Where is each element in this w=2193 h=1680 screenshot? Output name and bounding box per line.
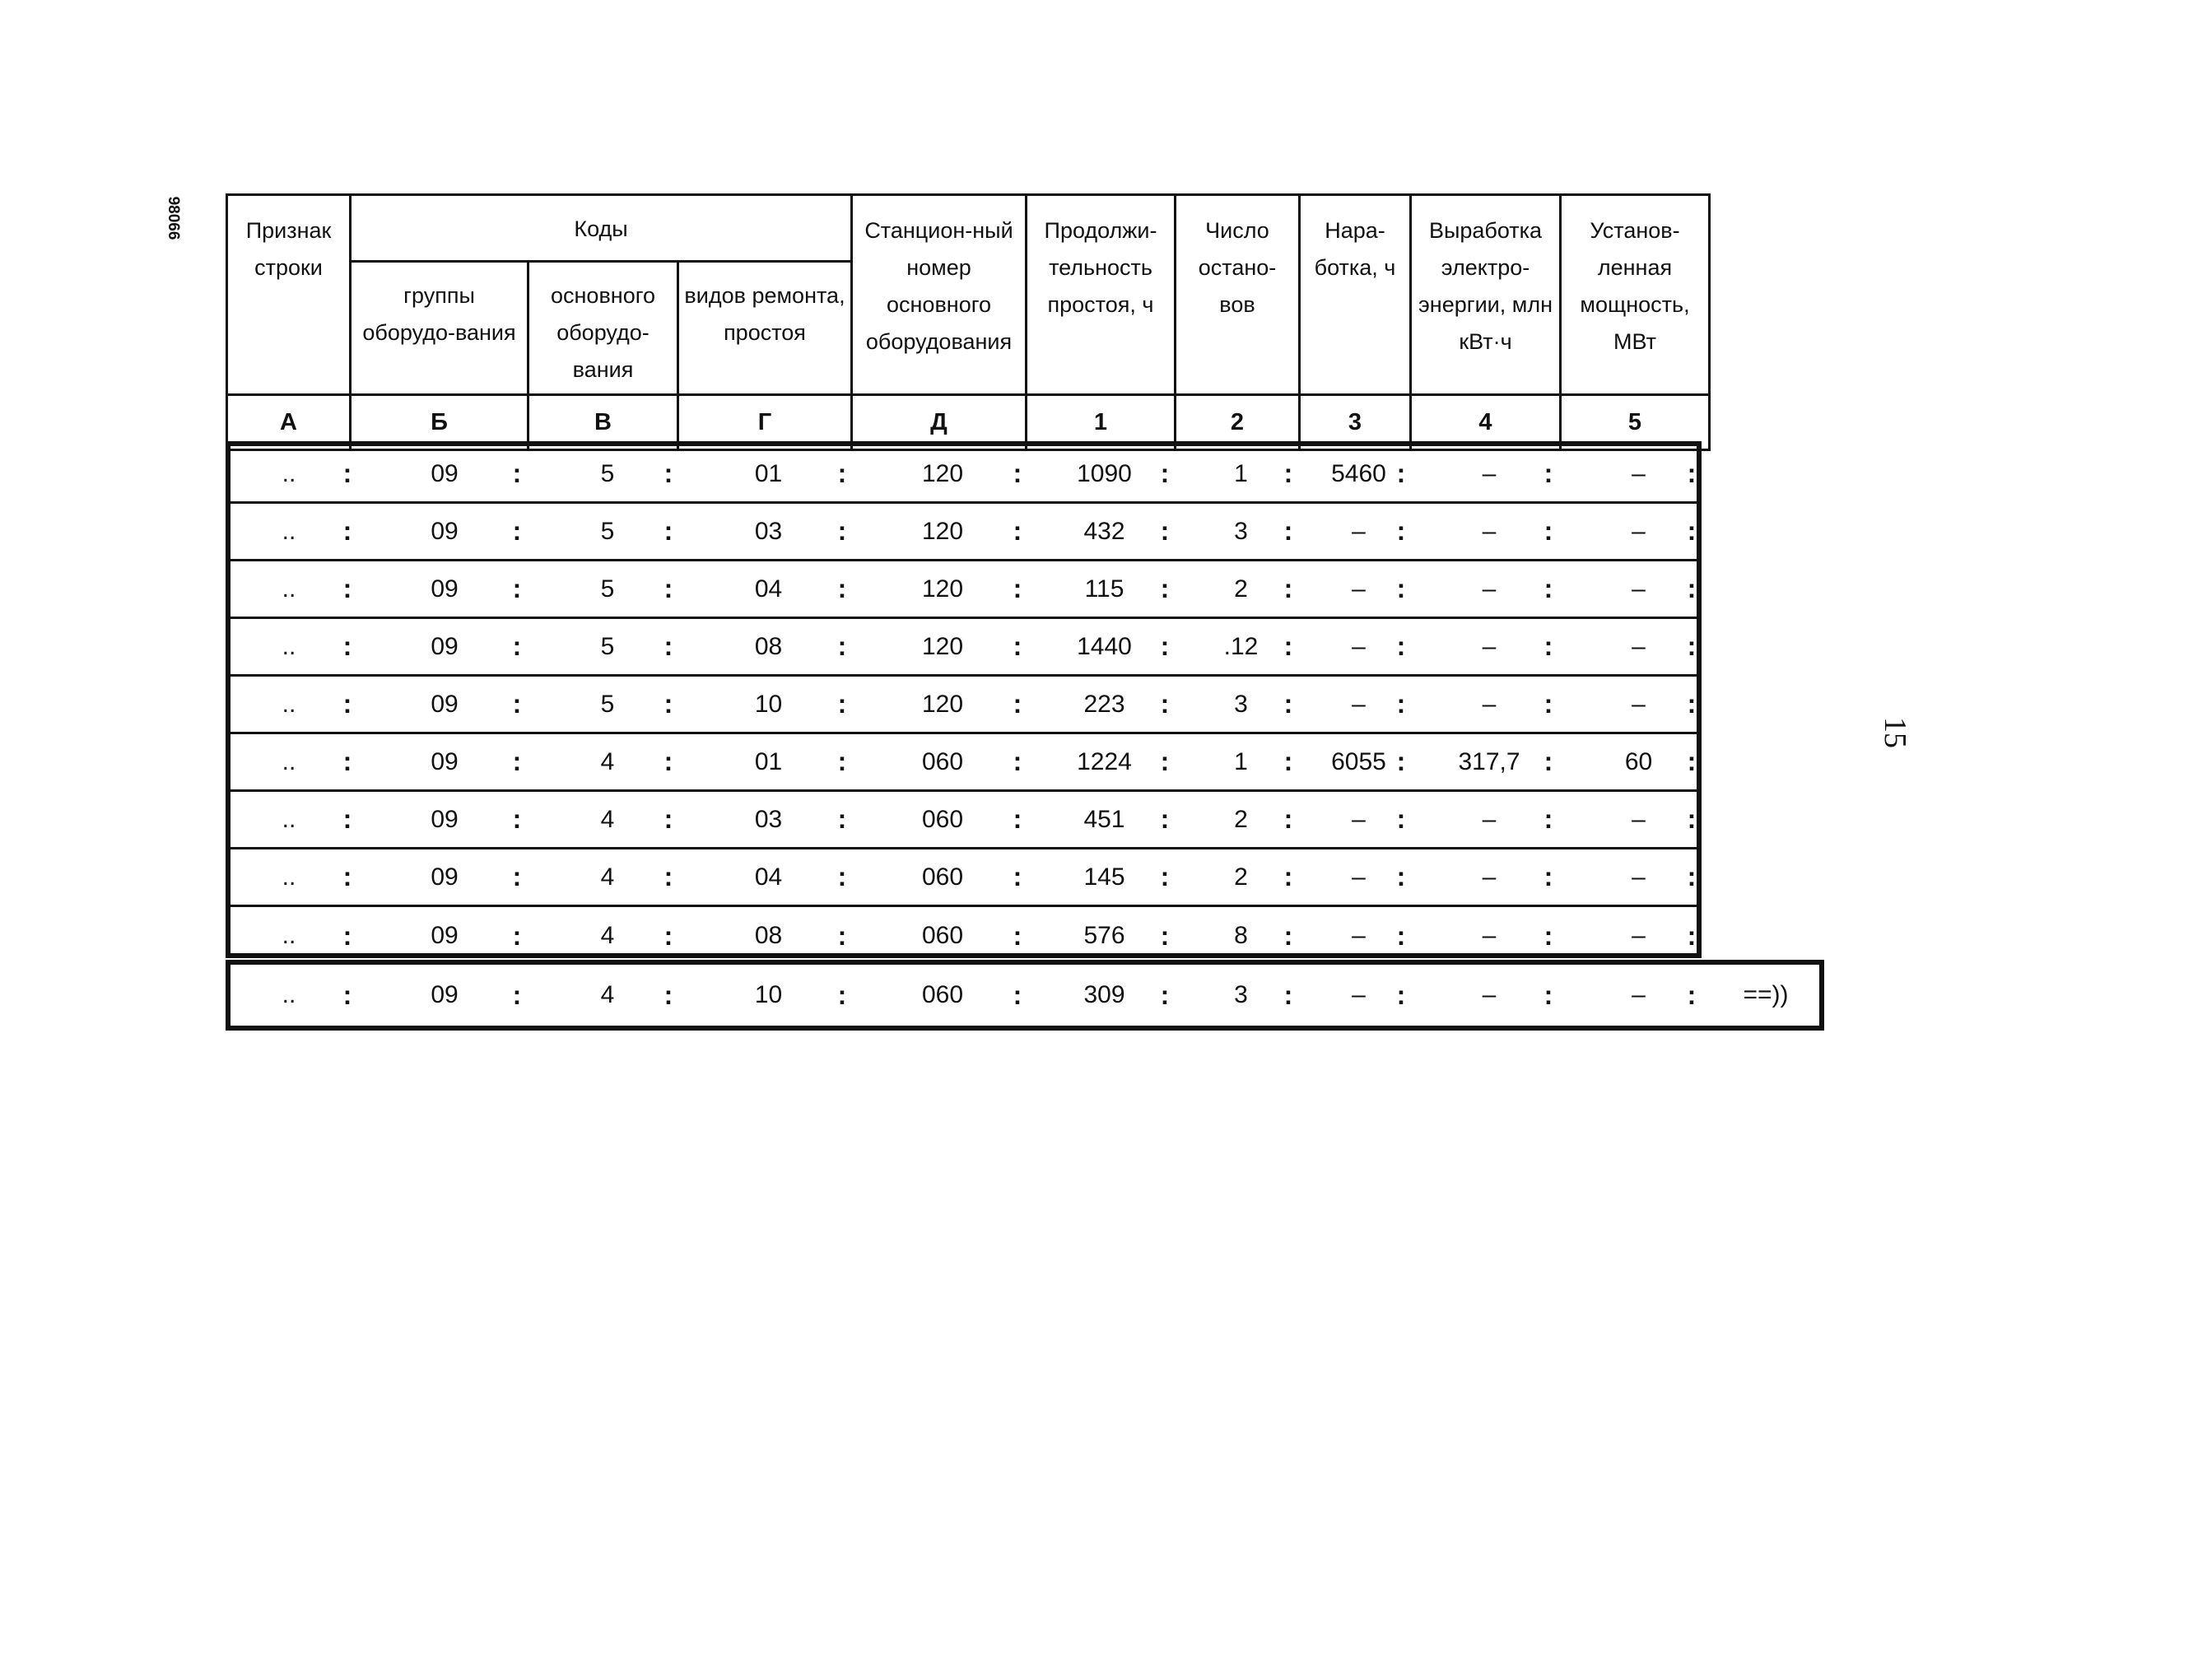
- table-row: [230, 849, 1697, 907]
- field-separator: :: [1396, 631, 1406, 661]
- field-separator: :: [342, 920, 352, 951]
- field-separator: :: [1687, 516, 1697, 546]
- field-separator: :: [663, 574, 673, 603]
- runtime-cell: –: [1352, 517, 1366, 545]
- energy-cell: –: [1482, 459, 1497, 487]
- field-separator: :: [512, 920, 522, 951]
- main-code-cell: 4: [600, 805, 615, 833]
- row-sign-cell: ..: [282, 575, 296, 603]
- field-separator: :: [342, 980, 352, 1010]
- field-separator: :: [1687, 689, 1697, 719]
- row-sign-cell: ..: [282, 747, 296, 775]
- field-separator: :: [663, 862, 673, 891]
- repair-code-cell: 10: [754, 690, 783, 718]
- margin-code: 98066: [165, 196, 182, 240]
- stops-cell: 1: [1234, 459, 1248, 487]
- stops-cell: 8: [1234, 922, 1248, 949]
- field-separator: :: [512, 689, 522, 719]
- field-separator: :: [1160, 747, 1170, 776]
- field-separator: :: [1543, 516, 1553, 546]
- field-separator: :: [1396, 862, 1406, 891]
- table-row: [230, 677, 1697, 734]
- runtime-cell: –: [1352, 575, 1366, 603]
- field-separator: :: [1687, 631, 1697, 661]
- power-cell: –: [1632, 632, 1646, 660]
- field-separator: :: [1160, 804, 1170, 834]
- field-separator: :: [1396, 920, 1406, 951]
- stops-cell: .12: [1223, 632, 1259, 660]
- field-separator: :: [1396, 804, 1406, 834]
- repair-code-cell: 01: [754, 459, 783, 487]
- table-row: [230, 792, 1697, 849]
- station-number-cell: 120: [921, 690, 964, 718]
- runtime-cell: –: [1352, 632, 1366, 660]
- header-letter: 1: [1027, 395, 1176, 450]
- field-separator: :: [1687, 920, 1697, 951]
- field-separator: :: [1687, 804, 1697, 834]
- field-separator: :: [837, 574, 847, 603]
- header-letter: Г: [678, 395, 852, 450]
- field-separator: :: [1283, 631, 1293, 661]
- stops-cell: 3: [1234, 690, 1248, 718]
- field-separator: :: [1283, 862, 1293, 891]
- field-separator: :: [1543, 804, 1553, 834]
- table-header: [226, 193, 1711, 451]
- main-code-cell: 4: [600, 863, 615, 891]
- field-separator: :: [1283, 747, 1293, 776]
- energy-cell: 317,7: [1458, 747, 1520, 775]
- power-cell: –: [1632, 981, 1646, 1008]
- row-sign-cell: ..: [282, 805, 296, 833]
- stops-cell: 2: [1234, 863, 1248, 891]
- runtime-cell: –: [1352, 922, 1366, 949]
- power-cell: –: [1632, 575, 1646, 603]
- runtime-cell: 5460: [1331, 459, 1386, 487]
- station-number-cell: 120: [921, 459, 964, 487]
- field-separator: :: [512, 458, 522, 488]
- field-separator: :: [342, 516, 352, 546]
- header-runtime: Нара-ботка, ч: [1300, 195, 1411, 395]
- duration-cell: 1440: [1077, 632, 1132, 660]
- field-separator: :: [1013, 804, 1022, 834]
- field-separator: :: [663, 516, 673, 546]
- group-code-cell: 09: [431, 922, 459, 949]
- field-separator: :: [1160, 574, 1170, 603]
- field-separator: :: [1543, 920, 1553, 951]
- field-separator: :: [1283, 458, 1293, 488]
- field-separator: :: [1687, 574, 1697, 603]
- field-separator: :: [342, 862, 352, 891]
- main-code-cell: 5: [600, 690, 615, 718]
- duration-cell: 145: [1083, 863, 1125, 891]
- main-code-cell: 5: [600, 459, 615, 487]
- station-number-cell: 060: [921, 922, 964, 949]
- table-row: [230, 907, 1697, 965]
- header-letter: Д: [852, 395, 1027, 450]
- field-separator: :: [663, 804, 673, 834]
- field-separator: :: [1396, 747, 1406, 776]
- field-separator: :: [1687, 458, 1697, 488]
- field-separator: :: [1396, 689, 1406, 719]
- field-separator: :: [1396, 574, 1406, 603]
- field-separator: :: [1283, 980, 1293, 1010]
- field-separator: :: [837, 458, 847, 488]
- field-separator: :: [1396, 516, 1406, 546]
- main-code-cell: 4: [600, 747, 615, 775]
- field-separator: :: [1543, 747, 1553, 776]
- field-separator: :: [1543, 631, 1553, 661]
- runtime-cell: –: [1352, 981, 1366, 1008]
- header-letter: 5: [1561, 395, 1710, 450]
- power-cell: 60: [1624, 747, 1653, 775]
- field-separator: :: [1543, 689, 1553, 719]
- field-separator: :: [512, 516, 522, 546]
- header-stops-count: Число остано-вов: [1176, 195, 1300, 395]
- field-separator: :: [837, 862, 847, 891]
- runtime-cell: 6055: [1331, 747, 1386, 775]
- field-separator: :: [1160, 689, 1170, 719]
- field-separator: :: [342, 574, 352, 603]
- field-separator: :: [837, 804, 847, 834]
- field-separator: :: [1543, 862, 1553, 891]
- duration-cell: 115: [1084, 575, 1124, 603]
- row-sign-cell: ..: [282, 632, 296, 660]
- group-code-cell: 09: [431, 690, 459, 718]
- main-code-cell: 5: [600, 517, 615, 545]
- field-separator: :: [663, 631, 673, 661]
- repair-code-cell: 03: [754, 805, 783, 833]
- power-cell: –: [1632, 922, 1646, 949]
- field-separator: :: [342, 747, 352, 776]
- stops-cell: 2: [1234, 575, 1248, 603]
- field-separator: :: [1160, 516, 1170, 546]
- row-sign-cell: ..: [282, 922, 296, 949]
- station-number-cell: 120: [921, 575, 964, 603]
- duration-cell: 576: [1083, 922, 1125, 949]
- repair-code-cell: 08: [754, 632, 783, 660]
- stops-cell: 3: [1234, 517, 1248, 545]
- energy-cell: –: [1482, 805, 1497, 833]
- field-separator: :: [837, 689, 847, 719]
- repair-code-cell: 01: [754, 747, 783, 775]
- group-code-cell: 09: [431, 632, 459, 660]
- header-letter: А: [227, 395, 351, 450]
- field-separator: :: [1013, 689, 1022, 719]
- field-separator: :: [837, 980, 847, 1010]
- field-separator: :: [663, 689, 673, 719]
- power-cell: –: [1632, 805, 1646, 833]
- energy-cell: –: [1482, 922, 1497, 949]
- field-separator: :: [1013, 747, 1022, 776]
- field-separator: :: [512, 747, 522, 776]
- power-cell: –: [1632, 863, 1646, 891]
- field-separator: :: [1160, 920, 1170, 951]
- power-cell: –: [1632, 517, 1646, 545]
- field-separator: :: [663, 980, 673, 1010]
- main-code-cell: 4: [600, 922, 615, 949]
- station-number-cell: 120: [921, 517, 964, 545]
- repair-code-cell: 04: [754, 863, 783, 891]
- field-separator: :: [1396, 458, 1406, 488]
- field-separator: :: [1396, 980, 1406, 1010]
- station-number-cell: 060: [921, 981, 964, 1008]
- field-separator: :: [1283, 574, 1293, 603]
- field-separator: :: [1283, 689, 1293, 719]
- field-separator: :: [1283, 804, 1293, 834]
- runtime-cell: –: [1352, 863, 1366, 891]
- header-downtime-duration: Продолжи-тельность простоя, ч: [1027, 195, 1176, 395]
- header-station-number: Станцион-ный номер основного оборудования: [852, 195, 1027, 395]
- page-number: 15: [1878, 717, 1912, 748]
- field-separator: :: [1013, 920, 1022, 951]
- header-letter: Б: [351, 395, 528, 450]
- field-separator: :: [1543, 574, 1553, 603]
- header-equipment-group: группы оборудо-вания: [351, 262, 528, 395]
- duration-cell: 1224: [1077, 747, 1132, 775]
- field-separator: :: [1687, 980, 1697, 1010]
- runtime-cell: –: [1352, 805, 1366, 833]
- energy-cell: –: [1482, 517, 1497, 545]
- duration-cell: 309: [1083, 981, 1125, 1008]
- field-separator: :: [512, 631, 522, 661]
- field-separator: :: [663, 458, 673, 488]
- field-separator: :: [342, 631, 352, 661]
- group-code-cell: 09: [431, 981, 459, 1008]
- row-sign-cell: ..: [282, 690, 296, 718]
- field-separator: :: [512, 980, 522, 1010]
- energy-cell: –: [1482, 690, 1497, 718]
- row-sign-cell: ..: [282, 863, 296, 891]
- group-code-cell: 09: [431, 459, 459, 487]
- duration-cell: 451: [1083, 805, 1125, 833]
- group-code-cell: 09: [431, 805, 459, 833]
- header-letter: 3: [1300, 395, 1411, 450]
- energy-cell: –: [1482, 575, 1497, 603]
- duration-cell: 432: [1083, 517, 1125, 545]
- station-number-cell: 120: [921, 632, 964, 660]
- table-last-row: [226, 960, 1824, 1031]
- field-separator: :: [1687, 747, 1697, 776]
- power-cell: –: [1632, 459, 1646, 487]
- group-code-cell: 09: [431, 747, 459, 775]
- field-separator: :: [1013, 862, 1022, 891]
- table-body: [226, 441, 1702, 958]
- runtime-cell: –: [1352, 690, 1366, 718]
- field-separator: :: [1283, 920, 1293, 951]
- field-separator: :: [837, 631, 847, 661]
- group-code-cell: 09: [431, 863, 459, 891]
- repair-code-cell: 08: [754, 922, 783, 949]
- field-separator: :: [512, 574, 522, 603]
- group-code-cell: 09: [431, 575, 459, 603]
- field-separator: :: [837, 747, 847, 776]
- table-row: [230, 446, 1697, 504]
- field-separator: :: [1160, 980, 1170, 1010]
- duration-cell: 223: [1083, 690, 1125, 718]
- end-marker: ==)): [1743, 981, 1789, 1008]
- header-codes: Коды: [351, 195, 852, 262]
- field-separator: :: [663, 920, 673, 951]
- header-letter: 4: [1411, 395, 1561, 450]
- repair-code-cell: 03: [754, 517, 783, 545]
- duration-cell: 1090: [1077, 459, 1132, 487]
- energy-cell: –: [1482, 981, 1497, 1008]
- field-separator: :: [1013, 631, 1022, 661]
- repair-code-cell: 04: [754, 575, 783, 603]
- station-number-cell: 060: [921, 863, 964, 891]
- field-separator: :: [1687, 862, 1697, 891]
- header-letter: 2: [1176, 395, 1300, 450]
- field-separator: :: [1013, 980, 1022, 1010]
- stops-cell: 2: [1234, 805, 1248, 833]
- field-separator: :: [1160, 631, 1170, 661]
- stops-cell: 3: [1234, 981, 1248, 1008]
- field-separator: :: [512, 862, 522, 891]
- field-separator: :: [1283, 516, 1293, 546]
- main-code-cell: 5: [600, 575, 615, 603]
- energy-cell: –: [1482, 863, 1497, 891]
- row-sign-cell: ..: [282, 981, 296, 1008]
- row-sign-cell: ..: [282, 517, 296, 545]
- field-separator: :: [1543, 980, 1553, 1010]
- station-number-cell: 060: [921, 805, 964, 833]
- table-row: [230, 734, 1697, 792]
- header-letter: В: [528, 395, 678, 450]
- field-separator: :: [837, 920, 847, 951]
- field-separator: :: [837, 516, 847, 546]
- field-separator: :: [342, 804, 352, 834]
- field-separator: :: [1160, 458, 1170, 488]
- station-number-cell: 060: [921, 747, 964, 775]
- field-separator: :: [1013, 574, 1022, 603]
- field-separator: :: [1013, 516, 1022, 546]
- field-separator: :: [342, 689, 352, 719]
- main-code-cell: 4: [600, 981, 615, 1008]
- main-code-cell: 5: [600, 632, 615, 660]
- field-separator: :: [342, 458, 352, 488]
- row-sign-cell: ..: [282, 459, 296, 487]
- header-main-equipment: основного оборудо-вания: [528, 262, 678, 395]
- table-row: [230, 561, 1697, 619]
- field-separator: :: [1543, 458, 1553, 488]
- stops-cell: 1: [1234, 747, 1248, 775]
- power-cell: –: [1632, 690, 1646, 718]
- field-separator: :: [1160, 862, 1170, 891]
- field-separator: :: [1013, 458, 1022, 488]
- field-separator: :: [663, 747, 673, 776]
- header-installed-power: Установ-ленная мощность, МВт: [1561, 195, 1710, 395]
- field-separator: :: [512, 804, 522, 834]
- table-row: [230, 504, 1697, 561]
- group-code-cell: 09: [431, 517, 459, 545]
- header-row-sign: Признак строки: [227, 195, 351, 395]
- header-repair-types: видов ремонта, простоя: [678, 262, 852, 395]
- table-row: [230, 619, 1697, 677]
- energy-cell: –: [1482, 632, 1497, 660]
- header-energy-output: Выработка электро-энергии, млн кВт·ч: [1411, 195, 1561, 395]
- repair-code-cell: 10: [754, 981, 783, 1008]
